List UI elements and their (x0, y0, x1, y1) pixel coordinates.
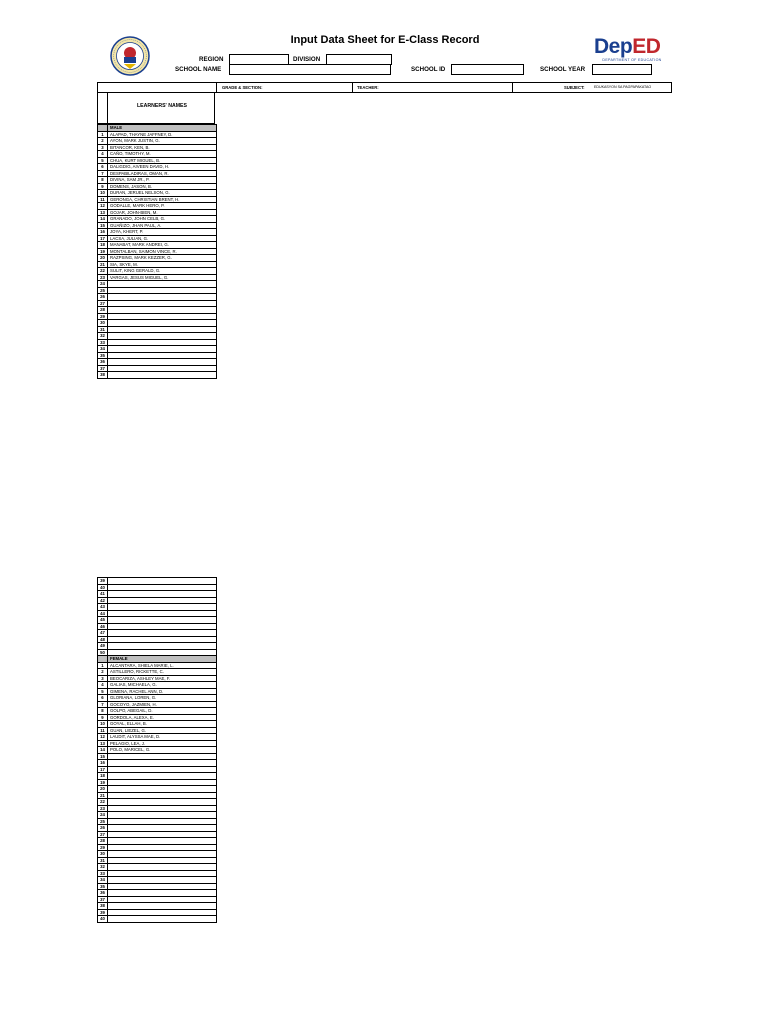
row-number: 4 (98, 151, 108, 157)
row-number: 29 (98, 314, 108, 320)
row-number: 27 (98, 301, 108, 307)
row-number: 42 (98, 598, 108, 604)
school-name-label: SCHOOL NAME (175, 66, 222, 73)
row-number: 33 (98, 871, 108, 877)
row-number: 24 (98, 281, 108, 287)
row-number: 15 (98, 754, 108, 760)
deped-seal-logo (104, 36, 156, 76)
row-number: 23 (98, 806, 108, 812)
learner-name-cell[interactable]: GUAN, LIEZEL, G. (110, 727, 147, 733)
row-number: 36 (98, 359, 108, 365)
deped-logo-text: DepED (594, 35, 661, 58)
row-number: 38 (98, 903, 108, 909)
row-number: 19 (98, 249, 108, 255)
row-number: 14 (98, 216, 108, 222)
learner-name-cell[interactable]: POLO, MARICEL, G. (110, 747, 151, 752)
row-number: 7 (98, 171, 108, 177)
row-number: 17 (98, 236, 108, 242)
row-number: 39 (98, 578, 108, 584)
learner-name-cell[interactable]: GORDOLA, ALEXA, E. (110, 714, 154, 720)
page-title: Input Data Sheet for E-Class Record (290, 34, 480, 46)
learner-name-cell[interactable]: GERONGA, CHRISTIAN BRENT, H. (110, 196, 180, 202)
row-number: 30 (98, 320, 108, 326)
teacher-label: TEACHER: (357, 85, 379, 90)
row-number: 35 (98, 884, 108, 890)
row-number: 3 (98, 676, 108, 682)
female-section-label: FEMALE (110, 656, 128, 661)
row-number: 23 (98, 275, 108, 281)
row-number: 43 (98, 604, 108, 610)
row-number: 38 (98, 372, 108, 378)
row-number: 47 (98, 630, 108, 636)
learners-table-part1 (97, 124, 217, 379)
row-number: 9 (98, 715, 108, 721)
row-number: 10 (98, 190, 108, 196)
row-number: 48 (98, 637, 108, 643)
school-year-field[interactable] (592, 64, 652, 75)
row-number: 40 (98, 585, 108, 591)
row-number: 21 (98, 793, 108, 799)
school-id-label: SCHOOL ID (411, 66, 446, 73)
row-number: 34 (98, 346, 108, 352)
row-number: 1 (98, 132, 108, 138)
row-number: 9 (98, 184, 108, 190)
learner-name-cell[interactable]: GUAÑIZO, JHAN PAUL, A. (110, 222, 162, 228)
row-number: 31 (98, 327, 108, 333)
row-number: 7 (98, 702, 108, 708)
department-of-education-seal-icon (104, 36, 156, 76)
learner-name-cell[interactable]: BITANCOR, KEN, B. (110, 144, 150, 150)
learner-name-cell[interactable]: AYON, MARK JUSTIN, G. (110, 138, 160, 143)
learner-name-cell[interactable]: GOJAR, JOHN-BIEN, M. (110, 209, 158, 215)
learner-name-cell[interactable]: GOLPO, ABEGAIL, D. (110, 708, 153, 713)
row-number: 50 (98, 650, 108, 656)
learners-table-part2 (97, 577, 217, 923)
learner-name-cell[interactable]: GOYAL, ELLAH, B. (110, 721, 147, 726)
learners-names-header (97, 92, 215, 124)
male-learner-row (98, 372, 216, 379)
row-number: 33 (98, 340, 108, 346)
row-number: 26 (98, 825, 108, 831)
learners-names-label: LEARNERS' NAMES (137, 103, 187, 109)
row-number: 36 (98, 890, 108, 896)
learner-name-cell[interactable]: VARGAS, JESUS MIGUEL, G. (110, 274, 169, 280)
row-number: 6 (98, 164, 108, 170)
row-number: 45 (98, 617, 108, 623)
region-label: REGION (199, 56, 224, 63)
row-number: 31 (98, 858, 108, 864)
row-number: 13 (98, 210, 108, 216)
deped-logo-subtitle: DEPARTMENT OF EDUCATION (602, 58, 662, 62)
learner-name-cell[interactable]: DURAN, JERUEL NELSON, G. (110, 190, 170, 195)
row-number: 16 (98, 760, 108, 766)
row-number: 40 (98, 916, 108, 922)
row-number: 19 (98, 780, 108, 786)
row-number: 28 (98, 307, 108, 313)
learner-name-cell[interactable]: JOYA, KHERT, P. (110, 229, 144, 234)
row-number: 10 (98, 721, 108, 727)
row-number: 44 (98, 611, 108, 617)
row-number: 37 (98, 366, 108, 372)
row-number: 22 (98, 268, 108, 274)
row-number: 39 (98, 910, 108, 916)
row-number: 11 (98, 728, 108, 734)
row-number: 12 (98, 734, 108, 740)
row-number: 25 (98, 288, 108, 294)
row-number: 22 (98, 799, 108, 805)
learner-name-cell[interactable]: SULIT, KING GERALD, G. (110, 268, 161, 273)
learner-name-cell[interactable]: GIMENA, RACHEL ANN, D. (110, 688, 164, 694)
division-label: DIVISION (293, 56, 321, 63)
row-number: 49 (98, 643, 108, 649)
row-number: 24 (98, 812, 108, 818)
row-number: 21 (98, 262, 108, 268)
row-number: 3 (98, 145, 108, 151)
learner-name-cell[interactable]: MANABAT, MARK ANDREI, G. (110, 242, 169, 247)
learner-name-cell[interactable]: CHUA, KURT MIGUEL, B. (110, 157, 161, 163)
learner-name-cell[interactable]: MONTALBAN, SAIMON VINCE, R. (110, 248, 177, 254)
learner-name-cell[interactable]: DESPABILADIRAS, OMAN, R. (110, 170, 169, 176)
learner-name-cell[interactable]: GOCOYO, JAZMIEN, H. (110, 701, 157, 707)
row-number: 28 (98, 838, 108, 844)
row-number: 2 (98, 138, 108, 144)
grade-section-label: GRADE & SECTION: (222, 85, 263, 90)
deped-logo (594, 36, 670, 64)
learner-name-cell[interactable]: PELAGIO, LEA, J. (110, 740, 146, 746)
row-number: 34 (98, 877, 108, 883)
learner-name-cell[interactable]: GLORIANA, LOREN, G. (110, 695, 157, 700)
row-number: 2 (98, 669, 108, 675)
learner-name-cell[interactable]: ALAPAD, THAYNE JAFFNEY, D. (110, 131, 173, 137)
subject-value: EDUKASYON SA PAGPAPAKATAO (594, 85, 652, 89)
school-id-field[interactable] (451, 64, 524, 75)
row-number: 14 (98, 747, 108, 753)
row-number: 18 (98, 242, 108, 248)
row-number: 8 (98, 177, 108, 183)
row-number: 29 (98, 845, 108, 851)
row-number: 18 (98, 773, 108, 779)
row-number: 27 (98, 832, 108, 838)
row-number: 5 (98, 689, 108, 695)
row-number: 41 (98, 591, 108, 597)
row-number: 32 (98, 333, 108, 339)
subject-label: SUBJECT: (564, 85, 585, 90)
learner-name-cell[interactable]: DALIGDIG, AIVEEN DAVID, H. (110, 164, 170, 169)
male-section-label: MALE (110, 125, 123, 130)
row-number: 5 (98, 158, 108, 164)
learner-name-cell[interactable]: LACSA, JULIAN, G. (110, 235, 149, 241)
learner-name-cell[interactable]: GALIAS, MICHAELA, G. (110, 682, 157, 687)
learner-name-cell[interactable]: BEOCARIZA, ASHLEY MAE, F. (110, 675, 171, 681)
learner-name-cell[interactable]: ALCANTARA, SHIELA MARIE, L. (110, 662, 174, 668)
learner-name-cell[interactable]: GRANADO, JOHN CELB, G. (110, 216, 166, 221)
learner-name-cell[interactable]: DIVINA, SAM JR., P. (110, 177, 150, 182)
row-number: 17 (98, 767, 108, 773)
female-learner-row (98, 916, 216, 923)
row-number: 1 (98, 663, 108, 669)
row-number: 26 (98, 294, 108, 300)
row-number: 32 (98, 864, 108, 870)
learner-name-cell[interactable]: RAZPSING, MARK KEZZER, G. (110, 255, 172, 260)
row-number: 35 (98, 353, 108, 359)
row-number: 6 (98, 695, 108, 701)
row-number: 15 (98, 223, 108, 229)
learner-name-cell[interactable]: GODALLE, MARK HERO, P. (110, 203, 165, 208)
row-number: 16 (98, 229, 108, 235)
row-number: 12 (98, 203, 108, 209)
school-name-field[interactable] (229, 64, 391, 75)
row-number: 8 (98, 708, 108, 714)
learner-name-cell[interactable]: CAÑO, TIMOTHY, M. (110, 151, 151, 156)
row-number: 25 (98, 819, 108, 825)
row-number: 46 (98, 624, 108, 630)
school-year-label: SCHOOL YEAR (540, 66, 586, 73)
learner-name-cell[interactable]: ASTILLERO, RICKETTE, C. (110, 669, 164, 674)
learner-name-cell[interactable]: DOMENS, JASON, B. (110, 183, 153, 189)
learner-name-cell[interactable]: LAUDIT, ALYSSA MAE, D. (110, 734, 161, 739)
row-number: 20 (98, 255, 108, 261)
row-number: 37 (98, 897, 108, 903)
row-number: 11 (98, 197, 108, 203)
row-number: 4 (98, 682, 108, 688)
learner-name-cell[interactable]: SIA, SKYE, M. (110, 261, 138, 267)
row-number: 20 (98, 786, 108, 792)
row-number: 30 (98, 851, 108, 857)
row-number: 13 (98, 741, 108, 747)
